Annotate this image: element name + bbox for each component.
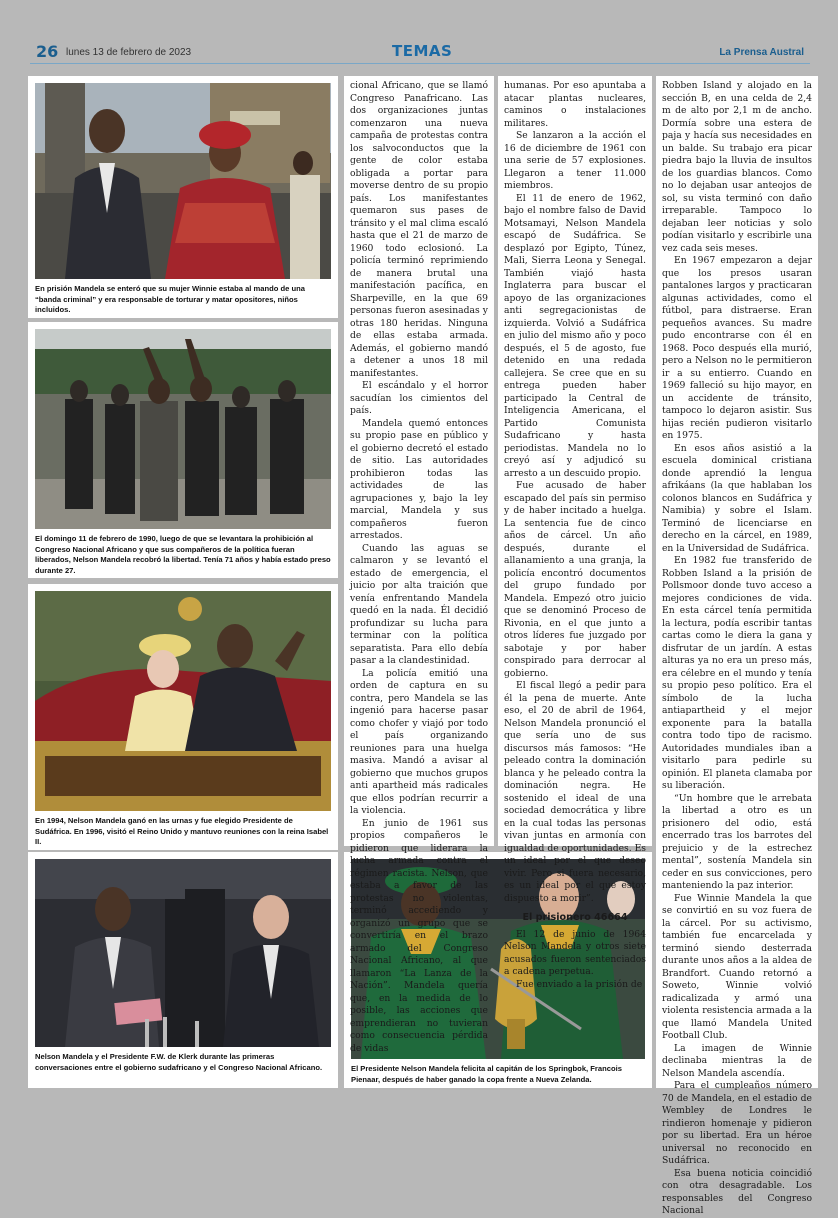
paragraph: En esos años asistió a la escuela dominical cristiana donde aprendió la lengua afrikáans (la que hablaban los colonos blancos en Sudáfrica y Namibia) y sobre el Islam. Terminó de licenciarse en derecho en la cárcel, en 1989, en la Universidad de Sudáfrica. bbox=[662, 442, 812, 554]
paragraph: Robben Island y alojado en la sección B, en una celda de 2,4 m de alto por 2,1 m de ancho. Dormía sobre una estera de paja y hacía sus necesidades en un balde. Su trabajo era picar piedra bajo la lluvia de insultos de los guardias blancos. Como no lo dejaban usar anteojos de sol, su vista terminó con daño irreparable. Tampoco lo dejaban leer noticias y solo podían visitarlo y escribirle una vez cada seis meses. bbox=[662, 80, 812, 254]
paragraph: En junio de 1961 sus propios compañeros le pidieron que liderara la lucha armada contra el régimen racista. Nelson, que estaba a favor de las protestas no violentas, terminó accediendo y organizó un grupo que se convertiría en el brazo armado del Congreso Nacional Africano, al que llamaron “La Lanza de la Nación”. Mandela quería que, en la medida de lo posible, las acciones que emprendieran no tuvieran como consecuencia pérdida de vidas bbox=[350, 817, 488, 1054]
article-column-1 bbox=[344, 76, 494, 1054]
photo-card-release bbox=[28, 322, 338, 578]
paragraph: En 1982 fue transferido de Robben Island a la prisión de Pollsmoor donde tuvo acceso a mejores condiciones de vida. En esta cárcel tenía permitida la lectura, podía escribir tantas cartas como le diera la gana y disfrutar de un jardín. A estas alturas ya no era un preso más, era célebre en el mundo y tenía su propio peso político. Era el símbolo de la lucha antiapartheid y el mejor exponente para la batalla contra todo tipo de racismo. Autoridades mundiales iban a visitarlo para pedirle su opinión. El planeta clamaba por su liberación. bbox=[662, 555, 812, 791]
subheading: El prisionero 46664 bbox=[522, 912, 628, 923]
article-column-2 bbox=[498, 76, 652, 990]
article-column-3 bbox=[656, 76, 818, 1216]
paragraph: El fiscal llegó a pedir para él la pena de muerte. Ante eso, el 20 de abril de 1964, Nelson Mandela pronunció el que sería uno de sus discursos más famosos: “He peleado contra la dominación blanca y he peleado contra la dominación negra. He sostenido el ideal de una sociedad democrática y libre en la cual todas las personas vivan juntas en armonía con igualdad de oportunidades. Es un ideal por el que deseo vivir. Pero si fuera necesario, es un ideal por el que estoy dispuesto a morir”. bbox=[504, 680, 647, 904]
photo-caption: Nelson Mandela y el Presidente F.W. de Klerk durante las primeras conversaciones entre el gobierno sudafricano y el Congreso Nacional Africano. bbox=[35, 1052, 323, 1072]
paragraph: La imagen de Winnie declinaba mientras la de Nelson Mandela ascendía. bbox=[662, 1042, 812, 1079]
paragraph: El escándalo y el horror sacudían los cimientos del país. bbox=[350, 380, 488, 416]
paragraph: Esa buena noticia coincidió con otra desagradable. Los responsables del Congreso Nacional bbox=[662, 1167, 812, 1216]
newspaper-name: La Prensa Austral bbox=[719, 47, 804, 58]
paragraph: Fue acusado de haber escapado del país sin permiso y de haber incitado a huelga. La sentencia fue de cinco años de cárcel. Un año después, durante el allanamiento a una granja, la policía encontró documentos del grupo fundado por Mandela. Empezó otro juicio que se denominó Proceso de Rivonia, en el que junto a otros líderes fue juzgado por sabotaje y por haber conspirado para derrocar al gobierno. bbox=[504, 480, 646, 679]
publication-date: lunes 13 de febrero de 2023 bbox=[66, 47, 192, 58]
paragraph: El 11 de enero de 1962, bajo el nombre falso de David Motsamayi, Nelson Mandela escapó de Sudáfrica. Se desplazó por Egipto, Túnez, Mali, Sierra Leona y Senegal. También viajó hasta Inglaterra para buscar el apoyo de las organizaciones anti segregacionistas de izquierda. Volvió a Sudáfrica en julio del mismo año y poco después, el 5 de agosto, fue detenido en una redada callejera. Se cree que en su entrega pueden haber participado la Central de Inteligencia Americana, el Partido Comunista Sudafricano y hasta periodistas. Mandela no lo creyó así y adjudicó su arresto a un descuido propio. bbox=[504, 192, 646, 479]
paragraph: Cuando las aguas se calmaron y se levantó el estado de emergencia, el juicio por alta traición que venía enfrentando Mandela quedó en la nada. Él decidió profundizar su lucha para terminar con la política separatista. Para ello debía pasar a la clandestinidad. bbox=[350, 542, 488, 666]
paragraph: Se lanzaron a la acción el 16 de diciembre de 1961 con una serie de 57 explosiones. Llegaron a tener 11.000 miembros. bbox=[504, 130, 646, 191]
paragraph: En 1967 empezaron a dejar que los presos usaran pantalones largos y practicaran algunas actividades, como el fútbol, para distraerse. Eran pequeños avances. Su madre pudo encontrarse con él en 1968. Poco después ella murió, pero a Nelson no le permitieron ir a su entierro. Cuando en 1969 falleció su hijo mayor, en un accidente de tránsito, tampoco lo dejaron asistir. Sus hijas recién pudieron visitarlo en 1975. bbox=[662, 255, 812, 441]
paragraph: humanas. Por eso apuntaba a atacar plantas nucleares, caminos o instalaciones militares. bbox=[504, 80, 646, 129]
paragraph: La policía emitió una orden de captura en su contra, pero Mandela se las ingenió para hacerse pasar como chofer y viajó por todo el país organizando reuniones para una huelga masiva. Mandó a avisar al gobierno que muchos grupos anti apartheid más radicales que ellos podrían recurrir a la violencia. bbox=[350, 667, 488, 816]
photo-caption: En 1994, Nelson Mandela ganó en las urnas y fue elegido Presidente de Sudáfrica. En 1996, visitó el Reino Unido y mantuvo reuniones con la reina Isabel II. bbox=[35, 816, 329, 846]
page-header bbox=[30, 44, 810, 64]
paragraph: Fue Winnie Mandela la que se convirtió en su voz fuera de la cárcel. Por su activismo, también fue encarcelada y terminó siendo desterrada durante unos años a la aldea de Brandfort. Cuando retornó a Soweto, Winnie volvió radicalizada y armó una violenta resistencia armada a la que llamó Mandela United Football Club. bbox=[662, 892, 812, 1041]
paragraph: Mandela quemó entonces su propio pase en público y el gobierno decretó el estado de sitio. Las autoridades prohibieron todas las actividades de las agrupaciones y, bajo la ley marcial, Mandela y sus compañeros fueron arrestados. bbox=[350, 417, 488, 541]
paragraph: Fue enviado a la prisión de bbox=[516, 978, 643, 990]
photo-caption: El Presidente Nelson Mandela felicita al capitán de los Springbok, Francois Pienaar, después de haber ganado la copa frente a Nueva Zelanda. bbox=[351, 1064, 622, 1084]
photo-mandela-release bbox=[35, 329, 331, 529]
paragraph: El 12 de junio de 1964 Nelson Mandela y otros siete acusados fueron sentenciados a cadena perpetua. bbox=[504, 928, 646, 977]
photo-mandela-deklerk bbox=[35, 859, 331, 1047]
section-title: TEMAS bbox=[392, 42, 453, 60]
photo-card-deklerk bbox=[28, 852, 338, 1088]
paragraph: “Un hombre que le arrebata la libertad a otro es un prisionero del odio, está encerrado tras los barrotes del prejuicio y de la estrechez mental”, sostenía Mandela sin ceder en sus convicciones, pero manteniendo la paz interior. bbox=[662, 792, 812, 891]
paragraph: Para el cumpleaños número 70 de Mandela, en el estadio de Wembley de Londres le rindieron homenaje y pidieron por su libertad. Era un héroe universal no reconocido en Sudáfrica. bbox=[662, 1080, 812, 1166]
photo-caption: El domingo 11 de febrero de 1990, luego de que se levantara la prohibición al Congreso Nacional Africano y que sus compañeros de la política fueran liberados, Nelson Mandela recobró la libertad. Tenía 71 años y había estado preso durante 27. bbox=[35, 534, 331, 575]
photo-card-winnie bbox=[28, 76, 338, 318]
page-number: 26 bbox=[36, 42, 59, 61]
photo-caption: En prisión Mandela se enteró que su mujer Winnie estaba al mando de una “banda criminal” y era responsable de torturar y matar opositores, niños incluidos. bbox=[35, 284, 305, 314]
photo-mandela-winnie bbox=[35, 83, 331, 279]
photo-card-queen bbox=[28, 584, 338, 850]
paragraph: cional Africano, que se llamó Congreso Panafricano. Las dos organizaciones juntas comenzaron una nueva campaña de protestas contra los salvoconductos que la gente de color estaba obligada a portar para moverse dentro de su propio país. Los manifestantes quemaron sus pases de tránsito y el mal clima escaló hasta que el 21 de marzo de 1960 todo eclosionó. La policía terminó reprimiendo de manera brutal una manifestación pacífica, en Sharpeville, en la que 69 personas fueron asesinadas y otras 180 heridas. Ninguna de ellas estaba armada. Además, el gobierno mandó a detener a unos 18 mil manifestantes. bbox=[350, 80, 488, 379]
photo-mandela-queen bbox=[35, 591, 331, 811]
